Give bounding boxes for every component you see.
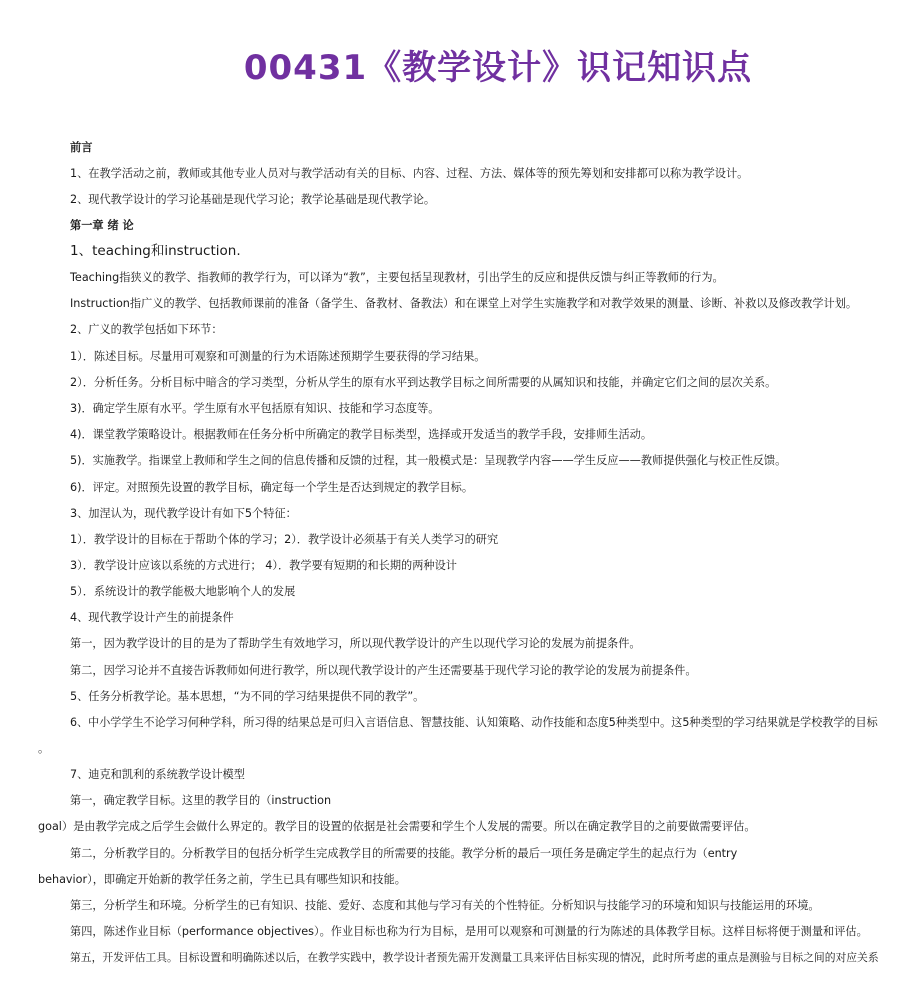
paragraph: 7、迪克和凯利的系统教学设计模型 [70,768,245,781]
paragraph: 2、现代教学设计的学习论基础是现代学习论；教学论基础是现代教学论。 [70,193,436,206]
paragraph: 第五，开发评估工具。目标设置和明确陈述以后，在教学实践中，教学设计者预先需开发测量工具来评估目标实现的情况，此时所考虑的重点是测验与目标之间的对应关系 [70,951,879,964]
paragraph-continuation: behavior），即确定开始新的教学任务之前，学生已具有哪些知识和技能。 [38,873,406,886]
paragraph: 第二，因学习论并不直接告诉教师如何进行教学，所以现代教学设计的产生还需要基于现代学习论的教学论的发展为前提条件。 [70,664,697,677]
paragraph: 第二，分析教学目的。分析教学目的包括分析学生完成教学目的所需要的技能。教学分析的最后一项任务是确定学生的起点行为（entry [70,847,738,860]
list-item: 6)．评定。对照预先设置的教学目标，确定每一个学生是否达到规定的教学目标。 [70,481,474,494]
paragraph: 第一，确定教学目标。这里的教学目的（instruction [70,794,332,807]
list-item: 1）．陈述目标。尽量用可观察和可测量的行为术语陈述预期学生要获得的学习结果。 [70,350,486,363]
list-item: 5）．系统设计的教学能极大地影响个人的发展 [70,585,296,598]
section-heading-preface: 前言 [70,141,93,154]
paragraph: 第三，分析学生和环境。分析学生的已有知识、技能、爱好、态度和其他与学习有关的个性特征。分析知识与技能学习的环境和知识与技能运用的环境。 [70,899,820,912]
list-item: 3）．教学设计应该以系统的方式进行； 4）．教学要有短期的和长期的两种设计 [70,559,457,572]
paragraph: 4、现代教学设计产生的前提条件 [70,611,234,624]
list-item: 1）．教学设计的目标在于帮助个体的学习；2）．教学设计必须基于有关人类学习的研究 [70,533,499,546]
paragraph: 3、加涅认为，现代教学设计有如下5个特征： [70,507,297,520]
paragraph: 第四，陈述作业目标（performance objectives）。作业目标也称为行为目标，是用可以观察和可测量的行为陈述的具体教学目标。这样目标将便于测量和评估。 [70,925,868,938]
subheading: 1、teaching和instruction. [70,243,241,259]
list-item: 5)．实施教学。指课堂上教师和学生之间的信息传播和反馈的过程，其一般模式是：呈现教学内容——学生反应——教师提供强化与校正性反馈。 [70,454,787,467]
paragraph: 2、广义的教学包括如下环节： [70,323,223,336]
paragraph: 5、任务分析教学论。基本思想，“为不同的学习结果提供不同的教学”。 [70,690,425,703]
list-item: 2）．分析任务。分析目标中暗含的学习类型，分析从学生的原有水平到达教学目标之间所需要的从属知识和技能，并确定它们之间的层次关系。 [70,376,777,389]
paragraph-continuation: 。 [38,742,50,755]
paragraph: 6、中小学学生不论学习何种学科，所习得的结果总是可归入言语信息、智慧技能、认知策略、动作技能和态度5种类型中。这5种类型的学习结果就是学校教学的目标 [70,716,878,729]
paragraph: Teaching指狭义的教学、指教师的教学行为，可以译为“教”，主要包括呈现教材，引出学生的反应和提供反馈与纠正等教师的行为。 [70,271,724,284]
paragraph: Instruction指广义的教学、包括教师课前的准备（备学生、备教材、备教法）和在课堂上对学生实施教学和对教学效果的测量、诊断、补救以及修改教学计划。 [70,297,858,310]
document-title: 00431《教学设计》识记知识点 [243,48,753,88]
list-item: 4)．课堂教学策略设计。根据教师在任务分析中所确定的教学目标类型，选择或开发适当的教学手段，安排师生活动。 [70,428,653,441]
paragraph: 第一，因为教学设计的目的是为了帮助学生有效地学习，所以现代教学设计的产生以现代学习论的发展为前提条件。 [70,637,641,650]
paragraph: 1、在教学活动之前，教师或其他专业人员对与教学活动有关的目标、内容、过程、方法、媒体等的预先筹划和安排都可以称为教学设计。 [70,167,749,180]
chapter-heading: 第一章 绪 论 [70,219,134,232]
list-item: 3)．确定学生原有水平。学生原有水平包括原有知识、技能和学习态度等。 [70,402,440,415]
paragraph-continuation: goal）是由教学完成之后学生会做什么界定的。教学目的设置的依据是社会需要和学生个人发展的需要。所以在确定教学目的之前要做需要评估。 [38,820,756,833]
